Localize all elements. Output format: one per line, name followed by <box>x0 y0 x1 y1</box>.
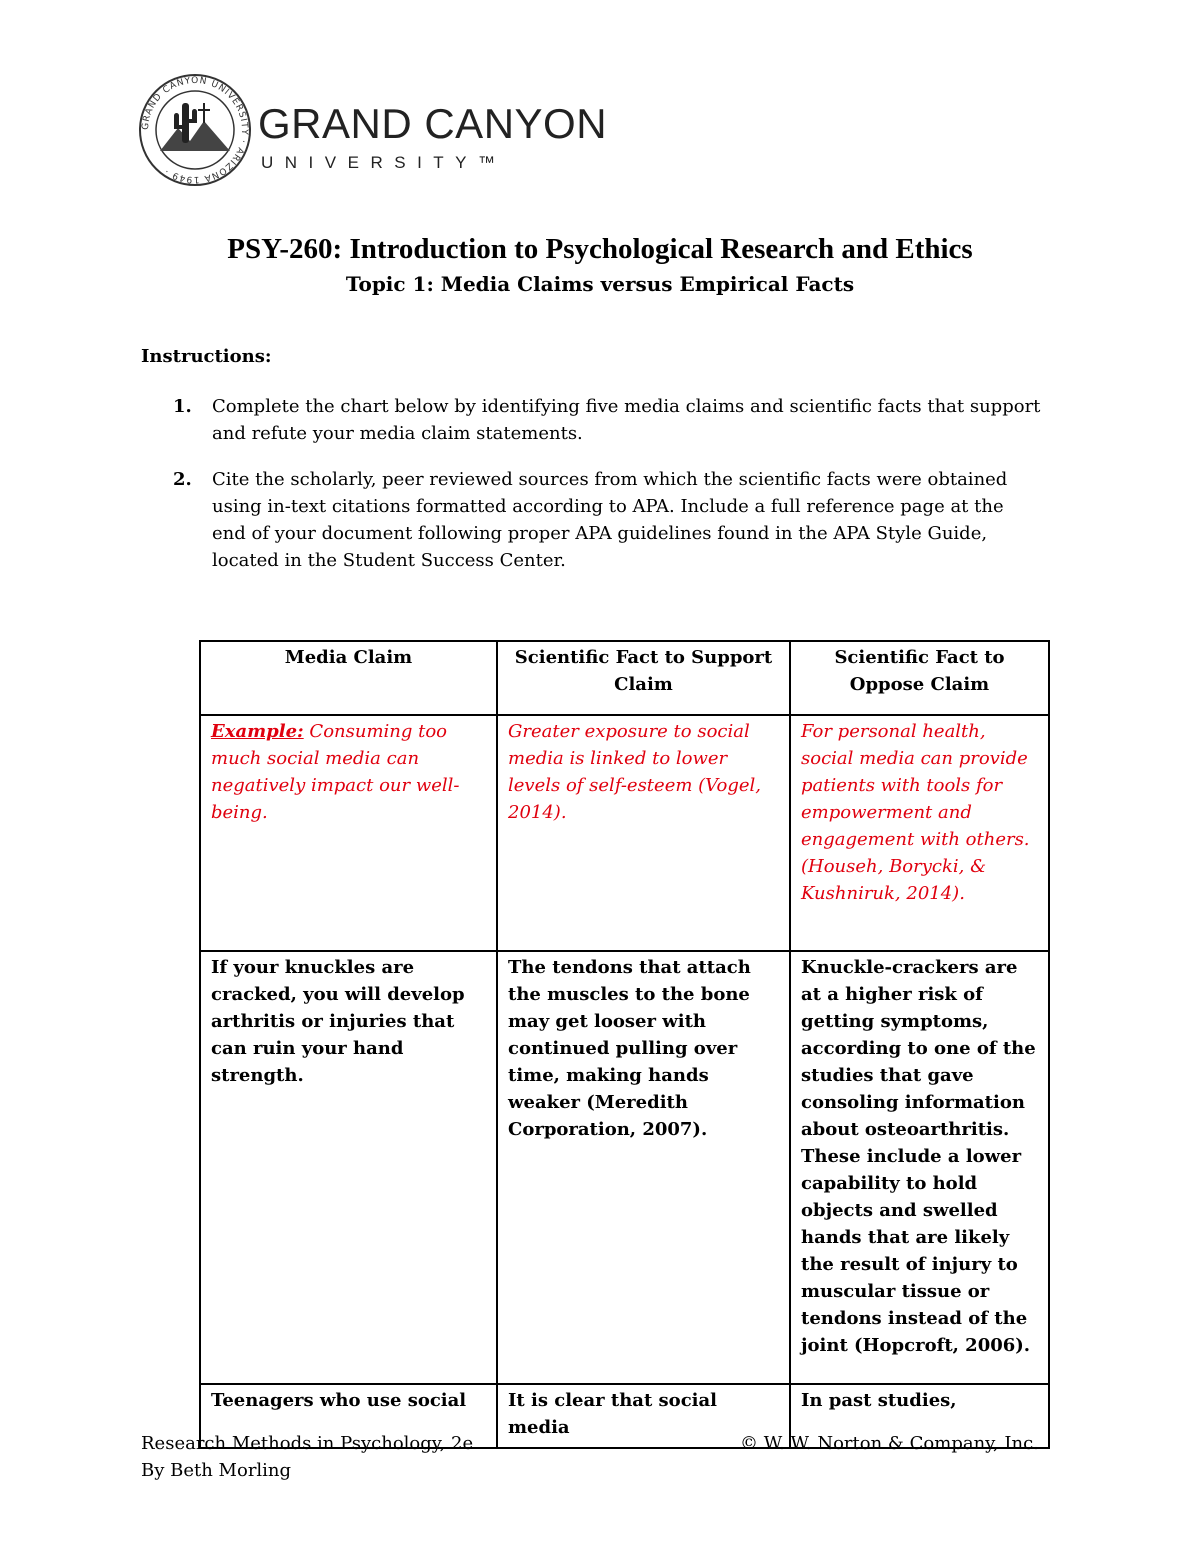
table-row <box>200 951 1049 1384</box>
logo-wordmark-line2: UNIVERSITY™ <box>261 153 507 172</box>
row-support: It is clear that social media <box>497 1384 790 1448</box>
instruction-item <box>141 393 1041 447</box>
university-logo <box>138 73 628 193</box>
logo-wordmark-line1: GRAND CANYON <box>258 100 608 147</box>
example-row <box>200 715 1049 951</box>
university-seal-icon <box>138 73 252 187</box>
example-label: Example: <box>211 721 304 742</box>
footer-author: By Beth Morling <box>141 1460 292 1481</box>
row-claim: If your knuckles are cracked, you will develop arthritis or injuries that can ruin your hand strength. <box>200 951 497 1384</box>
footer-book: Research Methods in Psychology, 2e <box>141 1433 474 1454</box>
page-title: PSY-260: Introduction to Psychological Research and Ethics <box>227 233 973 265</box>
example-claim-cell <box>200 715 497 951</box>
instruction-item <box>141 466 1041 574</box>
header-support: Scientific Fact to Support Claim <box>497 641 790 715</box>
example-claim: Consuming too much social media can negatively impact our well-being. <box>211 721 460 823</box>
header-oppose: Scientific Fact to Oppose Claim <box>790 641 1049 715</box>
instruction-text: Complete the chart below by identifying five media claims and scientific facts that support and refute your media claim statements. <box>212 396 1041 444</box>
example-support: Greater exposure to social media is linked to lower levels of self-esteem (Vogel, 2014). <box>497 715 790 951</box>
row-support: The tendons that attach the muscles to the bone may get looser with continued pulling over time, making hands weaker (Meredith Corporation, 2007). <box>497 951 790 1384</box>
footer-left <box>141 1430 473 1484</box>
instructions-heading: Instructions: <box>141 346 272 367</box>
claims-table <box>199 640 1050 1449</box>
svg-text:GRAND CANYON UNIVERSITY · ARIZ: GRAND CANYON UNIVERSITY · ARIZONA 1949 · <box>140 75 250 185</box>
table-header-row <box>200 641 1049 715</box>
row-oppose: In past studies, <box>790 1384 1049 1448</box>
instruction-number: 2. <box>173 469 192 490</box>
page-subtitle: Topic 1: Media Claims versus Empirical Facts <box>345 272 855 296</box>
instruction-text: Cite the scholarly, peer reviewed sources from which the scientific facts were obtained using in-text citations formatted according to APA. Include a full reference page at the end of your document following proper APA guidelines found in the APA Style Guide, located in the Student Success Center. <box>212 469 1008 571</box>
footer-copyright: © W. W. Norton & Company, Inc. <box>740 1433 1039 1454</box>
header-media-claim: Media Claim <box>200 641 497 715</box>
row-claim: Teenagers who use social <box>200 1384 497 1448</box>
row-oppose: Knuckle-crackers are at a higher risk of getting symptoms, according to one of the studies that gave consoling information about osteoarthritis. These include a lower capability to hold objects and swelled hands that are likely the result of injury to muscular tissue or tendons instead of the joint (Hopcroft, 2006). <box>790 951 1049 1384</box>
instruction-number: 1. <box>173 396 192 417</box>
example-oppose: For personal health, social media can provide patients with tools for empowerment and engagement with others. (Househ, Borycki, & Kushniruk, 2014). <box>790 715 1049 951</box>
